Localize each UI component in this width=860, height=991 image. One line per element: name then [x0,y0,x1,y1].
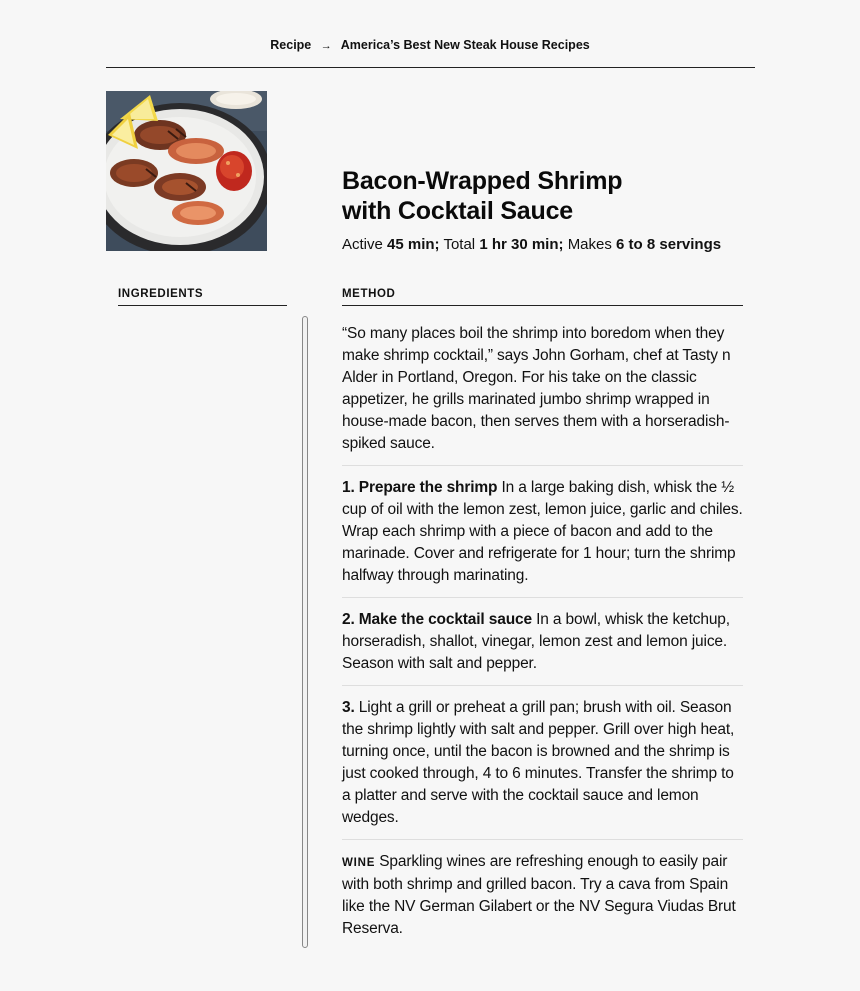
method-intro: “So many places boil the shrimp into boredom when they make shrimp cocktail,” says John Gorham, chef at Tasty n Alder in Portland, Oregon. For his take on the classic appetizer, he grills marinated jumbo shrimp wrapped in house-made bacon, then serves them with a horseradish-spiked sauce. [342,323,743,466]
method-heading: METHOD [342,288,743,306]
method-step-1 [342,477,743,598]
method-body [342,323,743,961]
recipe-title-line2: with Cocktail Sauce [342,197,573,225]
recipe-title [342,166,622,226]
recipe-meta [342,236,721,253]
wine-text: Sparkling wines are refreshing enough to easily pair with both shrimp and grilled bacon. Try a cava from Spain like the NV German Gilabert or the NV Segura Viudas Brut Reserva. [342,853,736,937]
active-label: Active [342,236,383,253]
breadcrumb [0,38,860,52]
step-2-label: 2. Make the cocktail sauce [342,611,532,628]
total-label: Total [443,236,476,253]
ingredients-scrollbar[interactable] [302,316,308,948]
total-time: 1 hr 30 min; [479,236,564,253]
step-3-label: 3. [342,699,355,716]
makes-label: Makes [567,236,612,253]
active-time: 45 min; [387,236,440,253]
step-1-label: 1. Prepare the shrimp [342,479,498,496]
step-1-text: In a large baking dish, whisk the ½ cup of oil with the lemon zest, lemon juice, garlic and chiles. Wrap each shrimp with a piece of bacon and add to the marinade. Cover and refrigerate for 1 hour; turn the shrimp halfway through marinating. [342,479,743,584]
header-divider [106,67,755,68]
breadcrumb-root-link[interactable]: Recipe [270,38,312,52]
wine-label: WINE [342,857,376,869]
recipe-photo [106,91,267,251]
servings: 6 to 8 servings [616,236,722,253]
arrow-right-icon: → [320,40,332,52]
breadcrumb-section-link[interactable]: America’s Best New Steak House Recipes [340,38,590,52]
wine-note [342,851,743,950]
step-3-text: Light a grill or preheat a grill pan; brush with oil. Season the shrimp lightly with salt and pepper. Grill over high heat, turning once, until the bacon is browned and the shrimp is just cooked through, 4 to 6 minutes. Transfer the shrimp to a platter and serve with the cocktail sauce and lemon wedges. [342,699,735,826]
ingredients-heading: INGREDIENTS [118,288,287,306]
method-step-3 [342,697,743,840]
recipe-title-line1: Bacon-Wrapped Shrimp [342,167,623,195]
step-2-text: In a bowl, whisk the ketchup, horseradish, shallot, vinegar, lemon zest and lemon juice. Season with salt and pepper. [342,611,730,672]
method-step-2 [342,609,743,686]
